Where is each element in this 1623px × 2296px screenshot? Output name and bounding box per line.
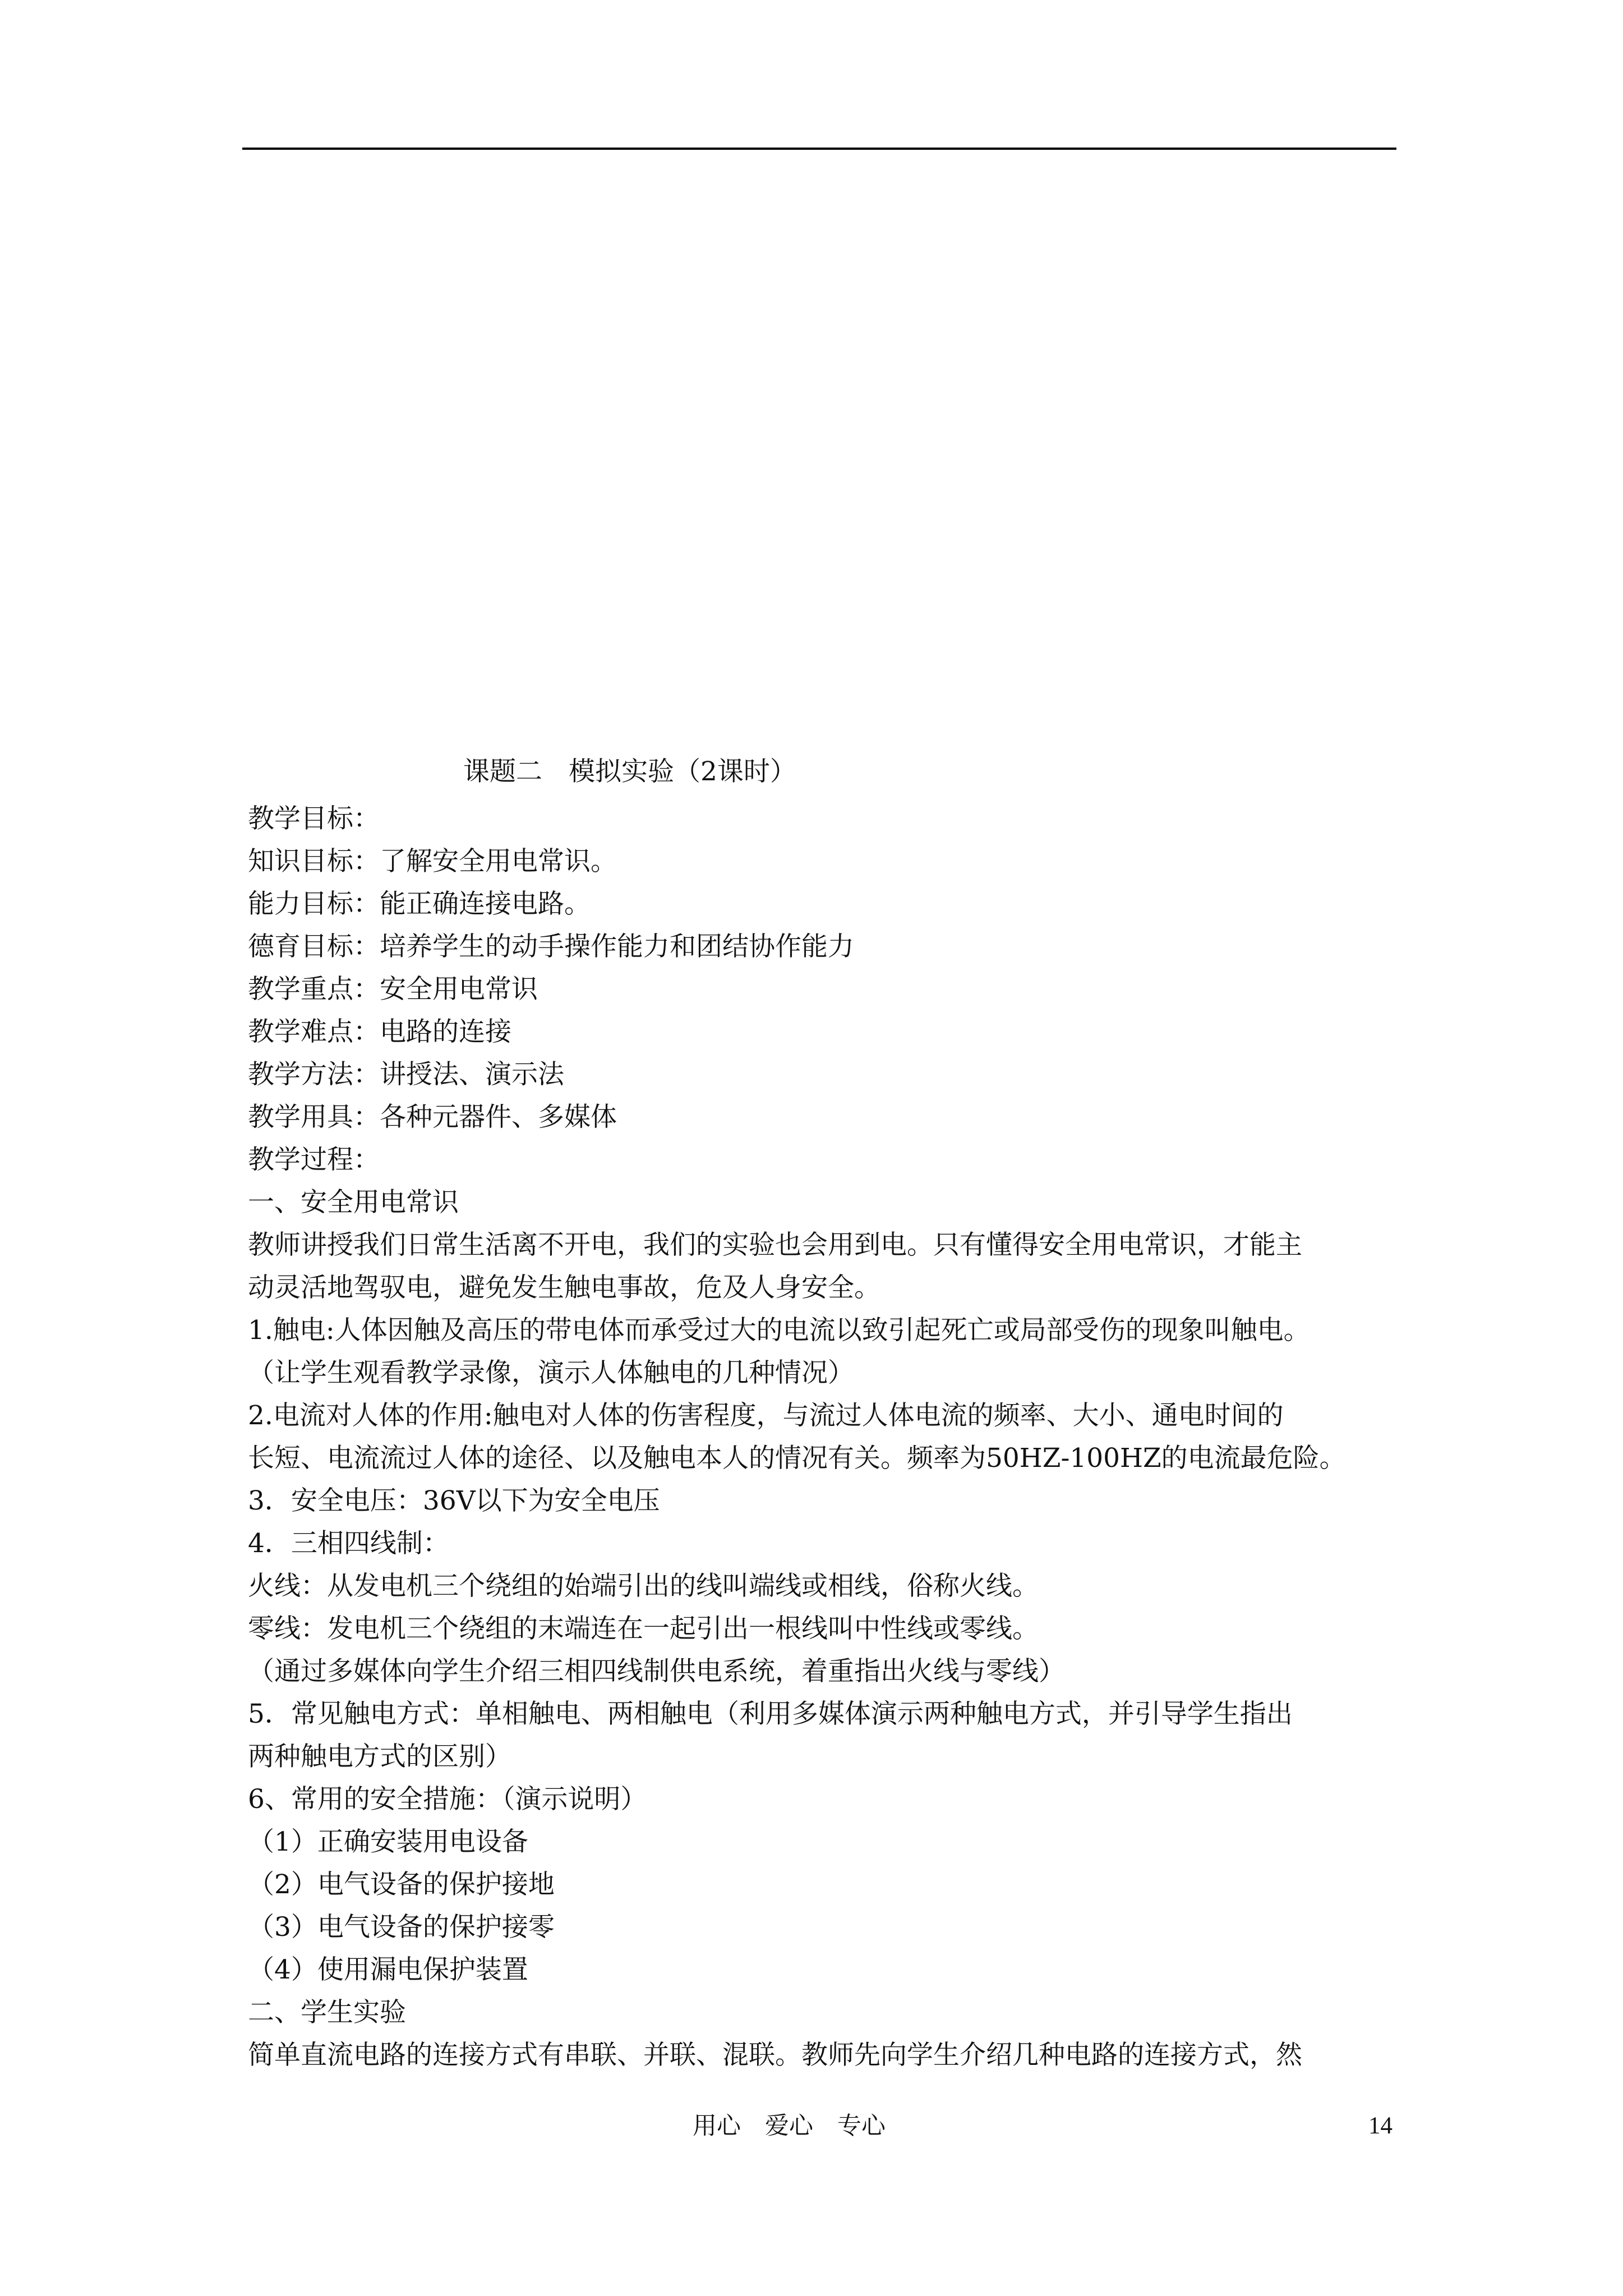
footer-motto: 用心 爱心 专心 xyxy=(693,2112,886,2140)
body-line: 6、常用的安全措施：（演示说明） xyxy=(248,1784,647,1815)
body-line: 火线：从发电机三个绕组的始端引出的线叫端线或相线，俗称火线。 xyxy=(248,1571,1039,1602)
body-line: 两种触电方式的区别） xyxy=(248,1741,511,1772)
body-line: 教学用具：各种元器件、多媒体 xyxy=(248,1102,617,1133)
body-line: 教学过程： xyxy=(248,1144,380,1175)
body-line: 5．常见触电方式：单相触电、两相触电（利用多媒体演示两种触电方式，并引导学生指出 xyxy=(248,1699,1293,1729)
body-line: 教学难点：电路的连接 xyxy=(248,1016,511,1047)
body-line: 2.电流对人体的作用:触电对人体的伤害程度，与流过人体电流的频率、大小、通电时间的 xyxy=(248,1400,1284,1431)
body-line: 1.触电:人体因触及高压的带电体而承受过大的电流以致引起死亡或局部受伤的现象叫触电。 xyxy=(248,1315,1310,1346)
body-line: 4．三相四线制： xyxy=(248,1528,449,1559)
body-line: 德育目标：培养学生的动手操作能力和团结协作能力 xyxy=(248,931,854,962)
header-rule xyxy=(242,148,1396,150)
body-line: 教师讲授我们日常生活离不开电，我们的实验也会用到电。只有懂得安全用电常识，才能主 xyxy=(248,1230,1302,1260)
body-line: 长短、电流流过人体的途径、以及触电本人的情况有关。频率为50HZ-100HZ的电流最危险。 xyxy=(248,1443,1346,1474)
body-line: （通过多媒体向学生介绍三相四线制供电系统，着重指出火线与零线） xyxy=(248,1656,1065,1687)
list-item: （1）正确安装用电设备 xyxy=(248,1826,528,1857)
body-line: 教学目标： xyxy=(248,803,380,834)
body-line: 零线：发电机三个绕组的末端连在一起引出一根线叫中性线或零线。 xyxy=(248,1613,1039,1644)
section-heading: 一、安全用电常识 xyxy=(248,1187,459,1218)
body-line: 教学方法：讲授法、演示法 xyxy=(248,1059,564,1090)
list-item: （2）电气设备的保护接地 xyxy=(248,1869,555,1900)
list-item: （4）使用漏电保护装置 xyxy=(248,1954,528,1985)
body-line: 能力目标：能正确连接电路。 xyxy=(248,889,591,919)
page-number: 14 xyxy=(1368,2113,1393,2139)
body-line: 教学重点：安全用电常识 xyxy=(248,974,538,1005)
body-line: 动灵活地驾驭电，避免发生触电事故，危及人身安全。 xyxy=(248,1272,880,1303)
list-item: （3）电气设备的保护接零 xyxy=(248,1912,555,1943)
body-line: （让学生观看教学录像，演示人体触电的几种情况） xyxy=(248,1358,854,1388)
body-line: 知识目标：了解安全用电常识。 xyxy=(248,846,617,877)
lesson-title: 课题二 模拟实验（2课时） xyxy=(463,756,796,787)
lesson-body xyxy=(248,798,1396,2077)
body-line: 3．安全电压：36V以下为安全电压 xyxy=(248,1485,660,1516)
section-heading: 二、学生实验 xyxy=(248,1997,406,2028)
body-line: 简单直流电路的连接方式有串联、并联、混联。教师先向学生介绍几种电路的连接方式，然 xyxy=(248,2040,1302,2070)
